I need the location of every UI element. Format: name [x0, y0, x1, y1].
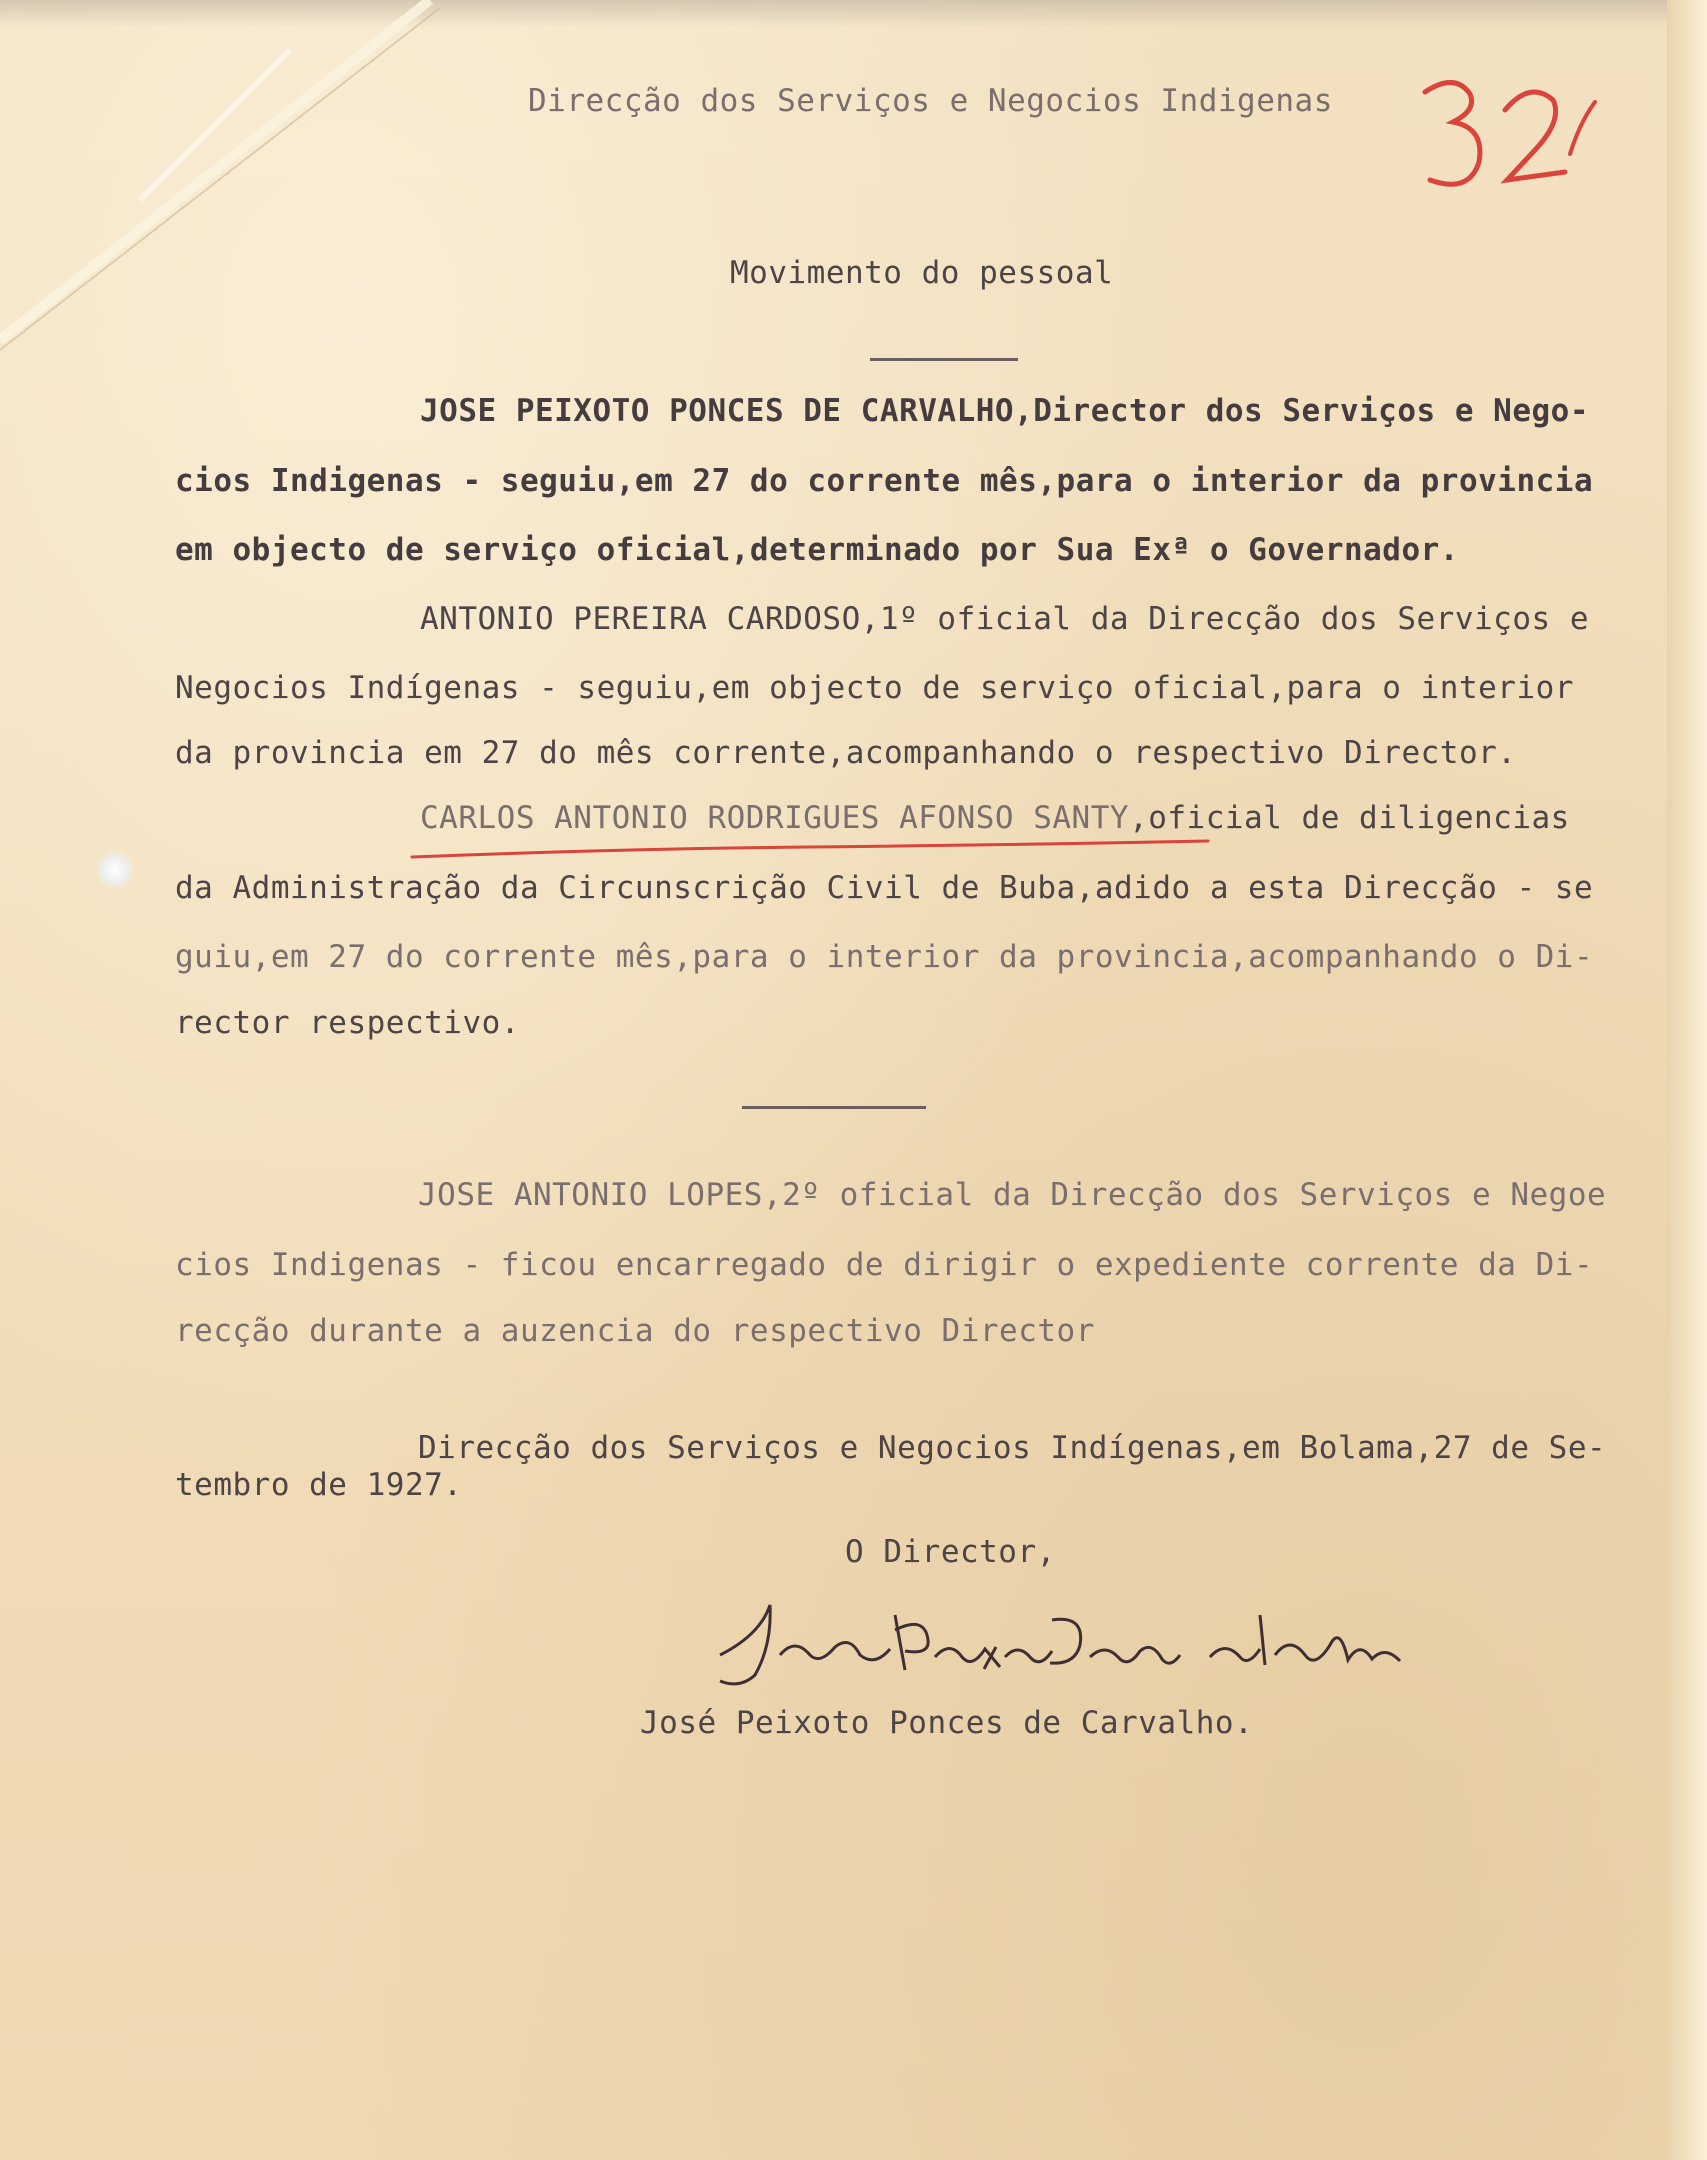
document-header: Direcção dos Serviços e Negocios Indigenas — [528, 83, 1333, 119]
entry2-line3: da provincia em 27 do mês corrente,acompanhando o respectivo Director. — [175, 735, 1517, 771]
entry1-line1: JOSE PEIXOTO PONCES DE CARVALHO,Director dos Serviços e Nego- — [420, 393, 1589, 429]
entry2-line2: Negocios Indígenas - seguiu,em objecto de serviço oficial,para o interior — [175, 670, 1574, 706]
separator-rule-middle — [742, 1106, 926, 1109]
entry4-line2: cios Indigenas - ficou encarregado de dirigir o expediente corrente da Di- — [175, 1247, 1594, 1283]
folded-corner-crease — [0, 0, 480, 380]
entry4-line3: recção durante a auzencia do respectivo Director — [175, 1313, 1095, 1349]
entry3-line2: da Administração da Circunscrição Civil de Buba,adido a esta Direcção - se — [175, 870, 1594, 906]
document-title: Movimento do pessoal — [730, 255, 1114, 291]
entry3-line1-rest: ,oficial de diligencias — [1129, 800, 1570, 836]
handwritten-signature — [700, 1585, 1420, 1695]
punch-hole-mark — [96, 850, 134, 890]
entry3-line4: rector respectivo. — [175, 1005, 520, 1041]
entry4-line1: JOSE ANTONIO LOPES,2º oficial da Direcção dos Serviços e Negoe — [418, 1177, 1607, 1213]
entry2-line1: ANTONIO PEREIRA CARDOSO,1º oficial da Direcção dos Serviços e — [420, 601, 1589, 637]
signature-typed-name: José Peixoto Ponces de Carvalho. — [640, 1705, 1254, 1741]
folio-number-handwritten — [1395, 62, 1615, 212]
entry3-line3: guiu,em 27 do corrente mês,para o interior da provincia,acompanhando o Di- — [175, 939, 1594, 975]
paper-right-edge — [1667, 0, 1707, 2160]
entry1-line2: cios Indigenas - seguiu,em 27 do corrente mês,para o interior da provincia — [175, 463, 1594, 499]
closing-line1: Direcção dos Serviços e Negocios Indígenas,em Bolama,27 de Se- — [418, 1430, 1607, 1466]
entry3-name-underlined: CARLOS ANTONIO RODRIGUES AFONSO SANTY — [420, 800, 1130, 836]
entry1-line3: em objecto de serviço oficial,determinado por Sua Exª o Governador. — [175, 532, 1459, 568]
closing-line2: tembro de 1927. — [175, 1467, 463, 1503]
separator-rule-top — [870, 358, 1018, 361]
signature-title: O Director, — [845, 1534, 1056, 1570]
red-pencil-underline — [410, 835, 1210, 865]
entry3-line1 — [420, 800, 1570, 836]
